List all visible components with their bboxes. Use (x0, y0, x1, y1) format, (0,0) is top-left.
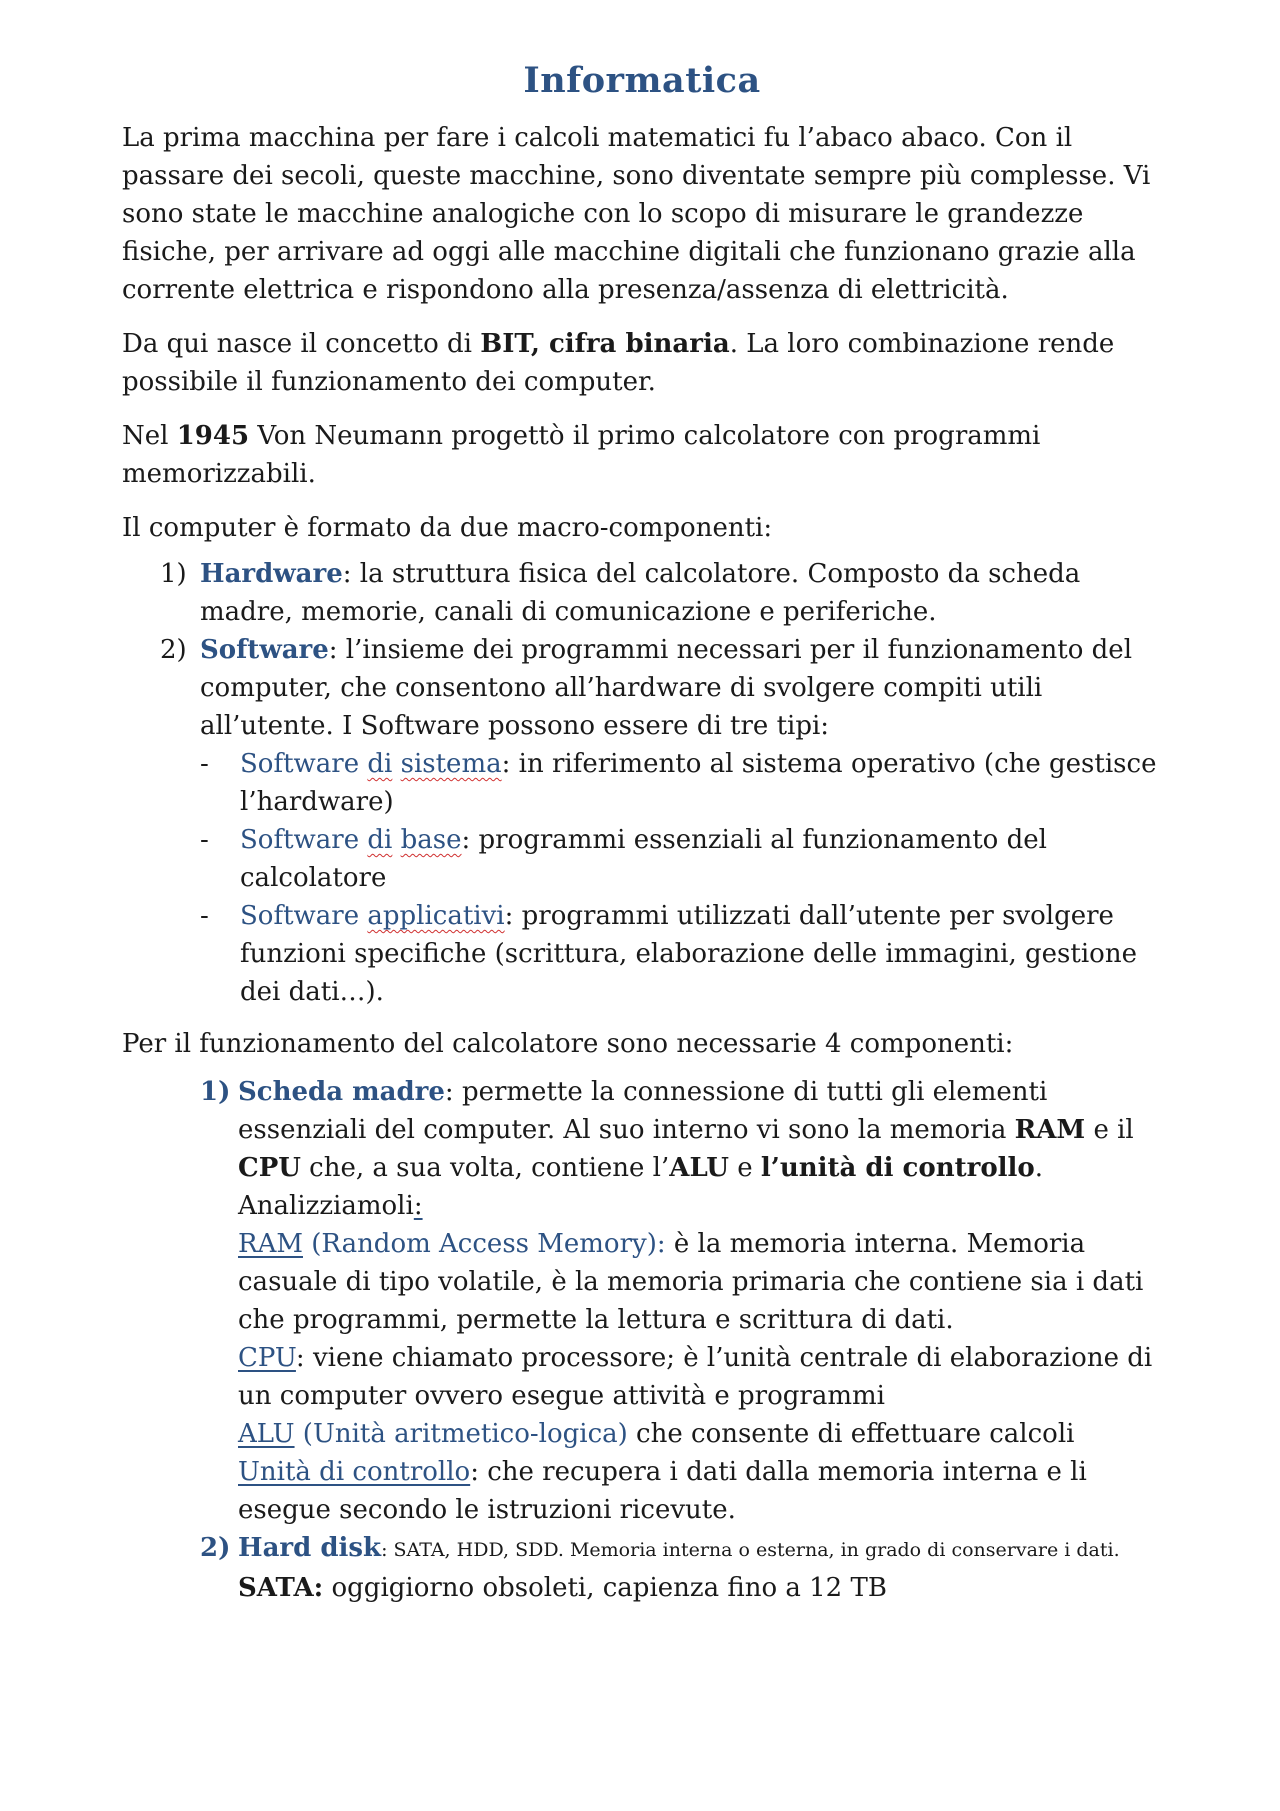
text: CPU (238, 1153, 301, 1183)
text: : programmi utilizzati dall’utente per svolgere funzioni specifiche (scrittura, elaborazione delle immagini, gestione dei dati…). (240, 901, 1137, 1007)
dash: - (200, 749, 209, 779)
cpu-term: CPU (238, 1343, 296, 1373)
text: Software (240, 825, 368, 855)
dash: - (200, 825, 209, 855)
list-item-hard-disk (122, 1529, 1162, 1607)
list-item-scheda-madre (122, 1073, 1162, 1529)
list-item-software-base (200, 821, 1162, 897)
text: che consente di effettuare calcoli (627, 1419, 1075, 1449)
text: sistema (400, 749, 502, 779)
text: (Unità aritmetico-logica) (294, 1419, 628, 1449)
text: base (400, 825, 462, 855)
software-types-list (200, 745, 1162, 1011)
software-term: Software (200, 635, 329, 665)
alu-term: ALU (238, 1419, 295, 1449)
text: : (413, 1191, 423, 1221)
list-item-software-applicativi (200, 897, 1162, 1011)
list-item-software (122, 631, 1162, 1011)
text: e (728, 1153, 761, 1183)
text: RAM (1014, 1115, 1086, 1145)
list-item-software-sistema (200, 745, 1162, 821)
year: 1945 (176, 421, 250, 451)
text (392, 749, 400, 779)
text: : in riferimento al sistema operativo (che gestisce l’hardware) (240, 749, 1157, 817)
text: : la struttura fisica del calcolatore. Composto da scheda madre, memorie, canali di comunicazione e periferiche. (200, 559, 1081, 627)
text: : permette la connessione di tutti gli elementi essenziali del computer. Al suo interno vi sono la memoria (238, 1077, 1048, 1145)
list-number: 2) (160, 635, 187, 665)
intro-paragraph: La prima macchina per fare i calcoli matematici fu l’abaco abaco. Con il passare dei secoli, queste macchine, sono diventate sempre più complesse. Vi sono state le macchine analogiche con lo scopo di misurare le grandezze fisiche, per arrivare ad oggi alle macchine digitali che funzionano grazie alla corrente elettrica e rispondono alla presenza/assenza di elettricità. (122, 123, 1151, 305)
hardware-term: Hardware (200, 559, 343, 589)
components-intro: Per il funzionamento del calcolatore sono necessarie 4 componenti: (122, 1029, 1014, 1059)
text: l’unità di controllo (760, 1153, 1035, 1183)
text: : SATA, HDD, SDD. Memoria interna o esterna, in grado di conservare i dati. (381, 1539, 1120, 1561)
list-number: 1) (160, 559, 187, 589)
text: : l’insieme dei programmi necessari per il funzionamento del computer, che consentono all’hardware di svolgere compiti utili all’utente. I Software possono essere di tre tipi: (200, 635, 1133, 741)
sata-term: SATA: (238, 1573, 324, 1603)
text: ALU (669, 1153, 729, 1183)
text: che, a sua volta, contiene l’ (300, 1153, 670, 1183)
text: : viene chiamato processore; è l’unità centrale di elaborazione di un computer ovvero esegue attività e programmi (238, 1343, 1153, 1411)
bit-paragraph (122, 325, 1162, 401)
text: : che recupera i dati dalla memoria interna e li esegue secondo le istruzioni ricevute. (238, 1457, 1087, 1525)
list-number: 1) (200, 1077, 231, 1107)
text: Software (240, 749, 368, 779)
text: : programmi essenziali al funzionamento del calcolatore (240, 825, 1047, 893)
scheda-madre-term: Scheda madre (238, 1077, 445, 1107)
bit-term: BIT, cifra binaria (480, 329, 730, 359)
components-list (122, 1073, 1162, 1607)
dash: - (200, 901, 209, 931)
text: (Random Access Memory): (302, 1229, 666, 1259)
ram-term: RAM (238, 1229, 303, 1259)
text: applicativi (367, 901, 505, 931)
text: Da qui nasce il concetto di (122, 329, 481, 359)
text: e il (1085, 1115, 1134, 1145)
text: Von Neumann progettò il primo calcolatore con programmi memorizzabili. (122, 421, 1041, 489)
text: oggigiorno obsoleti, capienza fino a 12 TB (323, 1573, 887, 1603)
text: Software (240, 901, 368, 931)
unita-controllo-term: Unità di controllo (238, 1457, 471, 1487)
hard-disk-term: Hard disk (238, 1533, 382, 1563)
text: di (367, 749, 393, 779)
text: Nel (122, 421, 177, 451)
text: . La loro combinazione rende possibile il funzionamento dei computer. (122, 329, 1115, 397)
text: . Analizziamoli (238, 1153, 1044, 1221)
list-item-hardware (122, 555, 1162, 631)
macro-intro: Il computer è formato da due macro-componenti: (122, 513, 773, 543)
list-number: 2) (200, 1533, 231, 1563)
macro-components-list (122, 555, 1162, 1011)
text (392, 825, 400, 855)
von-neumann-paragraph (122, 417, 1162, 493)
text: è la memoria interna. Memoria casuale di tipo volatile, è la memoria primaria che contiene sia i dati che programmi, permette la lettura e scrittura di dati. (238, 1229, 1144, 1335)
text: di (367, 825, 393, 855)
page-title: Informatica (523, 60, 761, 101)
